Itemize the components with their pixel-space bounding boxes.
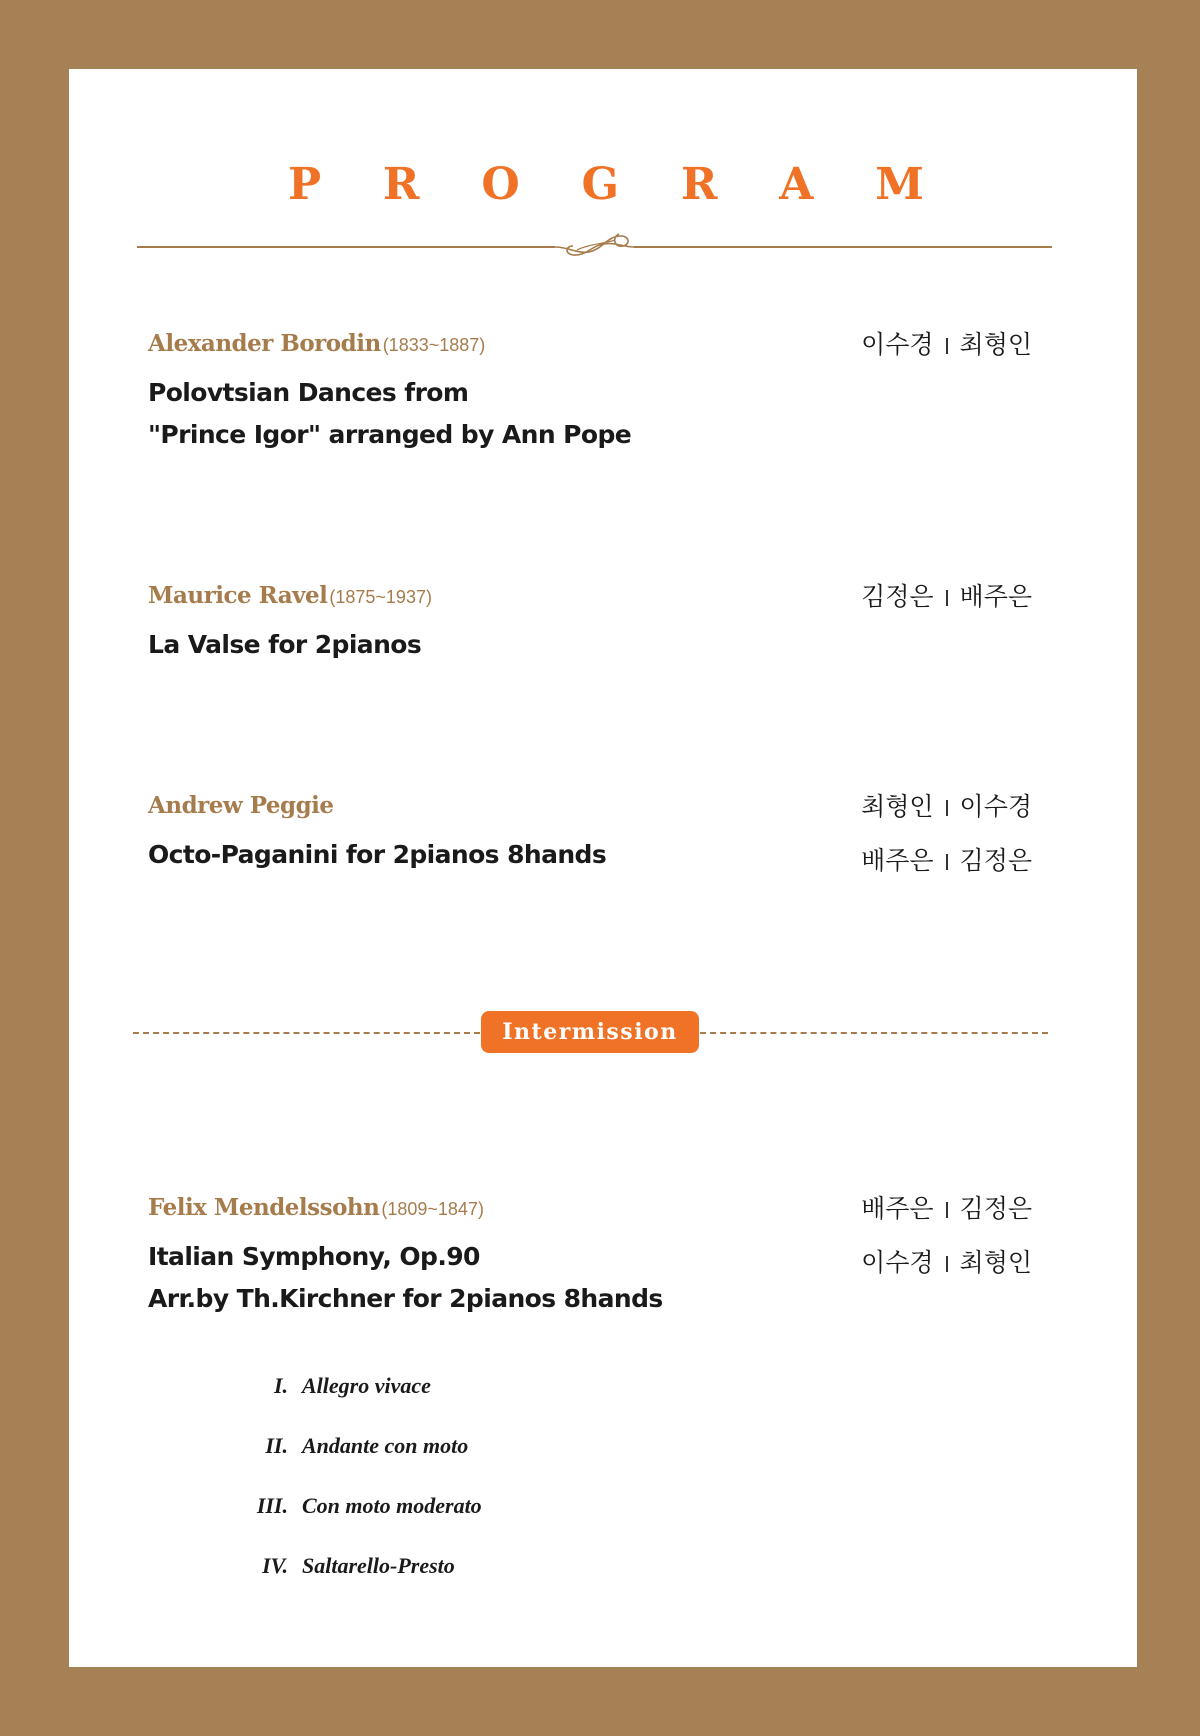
performers (861, 1182, 1032, 1290)
work-title (148, 1236, 663, 1320)
movement-name: Allegro vivace (302, 1373, 431, 1398)
performers (861, 318, 1032, 372)
work-line: La Valse for 2pianos (148, 630, 422, 659)
performer: 이수경 (959, 792, 1032, 821)
title-letter: R (382, 159, 420, 210)
composer-label: Maurice Ravel (148, 582, 328, 609)
work-line: Arr.by Th.Kirchner for 2pianos 8hands (148, 1284, 663, 1313)
work-line: Italian Symphony, Op.90 (148, 1242, 480, 1271)
performer: 김정은 (959, 846, 1032, 875)
performer: 배주은 (861, 1194, 934, 1223)
title-letter: M (875, 159, 924, 210)
performer: 이수경 (861, 330, 934, 359)
work-line: "Prince Igor" arranged by Ann Pope (148, 420, 632, 449)
separator (946, 854, 948, 870)
title-letter: G (581, 159, 620, 210)
composer-label: Andrew Peggie (148, 792, 334, 819)
title-letter: P (288, 159, 322, 210)
movement-number: IV. (262, 1553, 288, 1578)
movement-number: I. (273, 1373, 288, 1398)
performer: 최형인 (959, 1248, 1032, 1277)
movement-number: II. (265, 1433, 288, 1458)
work-title (148, 834, 606, 876)
performers (861, 780, 1032, 888)
movement-item (238, 1476, 482, 1536)
movement-list (238, 1356, 482, 1596)
performer: 최형인 (861, 792, 934, 821)
work-line: Octo-Paganini for 2pianos 8hands (148, 840, 607, 869)
separator (946, 800, 948, 816)
separator (946, 1256, 948, 1272)
performer-pair (861, 780, 1032, 834)
composer-name (148, 330, 485, 357)
title-letter: O (481, 159, 520, 210)
performer: 이수경 (861, 1248, 934, 1277)
dashed-divider (133, 1032, 480, 1034)
composer-name (148, 582, 432, 609)
flourish-divider-icon (137, 224, 1052, 264)
program-title (288, 159, 924, 210)
work-title (148, 624, 421, 666)
performer-pair (861, 1236, 1032, 1290)
performer-pair (861, 570, 1032, 624)
title-letter: R (680, 159, 718, 210)
performer-pair (861, 834, 1032, 888)
separator (946, 590, 948, 606)
work-title (148, 372, 631, 456)
separator (946, 1202, 948, 1218)
dashed-divider (700, 1032, 1048, 1034)
movement-name: Andante con moto (302, 1433, 469, 1458)
composer-years: (1809~1847) (381, 1199, 484, 1219)
composer-label: Alexander Borodin (148, 330, 381, 357)
composer-years: (1833~1887) (382, 335, 486, 355)
movement-number: III. (256, 1493, 288, 1518)
composer-label: Felix Mendelssohn (148, 1194, 380, 1221)
performer: 김정은 (959, 1194, 1032, 1223)
performer: 배주은 (861, 846, 934, 875)
movement-item (238, 1356, 482, 1416)
movement-item (238, 1536, 482, 1596)
composer-name (148, 792, 334, 819)
work-line: Polovtsian Dances from (148, 378, 469, 407)
performer: 김정은 (861, 582, 934, 611)
separator (946, 338, 948, 354)
composer-name (148, 1194, 484, 1221)
performer: 배주은 (959, 582, 1032, 611)
title-letter: A (779, 159, 814, 210)
intermission-badge: Intermission (481, 1011, 699, 1053)
composer-years: (1875~1937) (329, 587, 432, 607)
movement-name: Con moto moderato (302, 1493, 482, 1518)
performer-pair (861, 1182, 1032, 1236)
performer-pair (861, 318, 1032, 372)
movement-item (238, 1416, 482, 1476)
performers (861, 570, 1032, 624)
movement-name: Saltarello-Presto (302, 1553, 455, 1578)
performer: 최형인 (959, 330, 1032, 359)
